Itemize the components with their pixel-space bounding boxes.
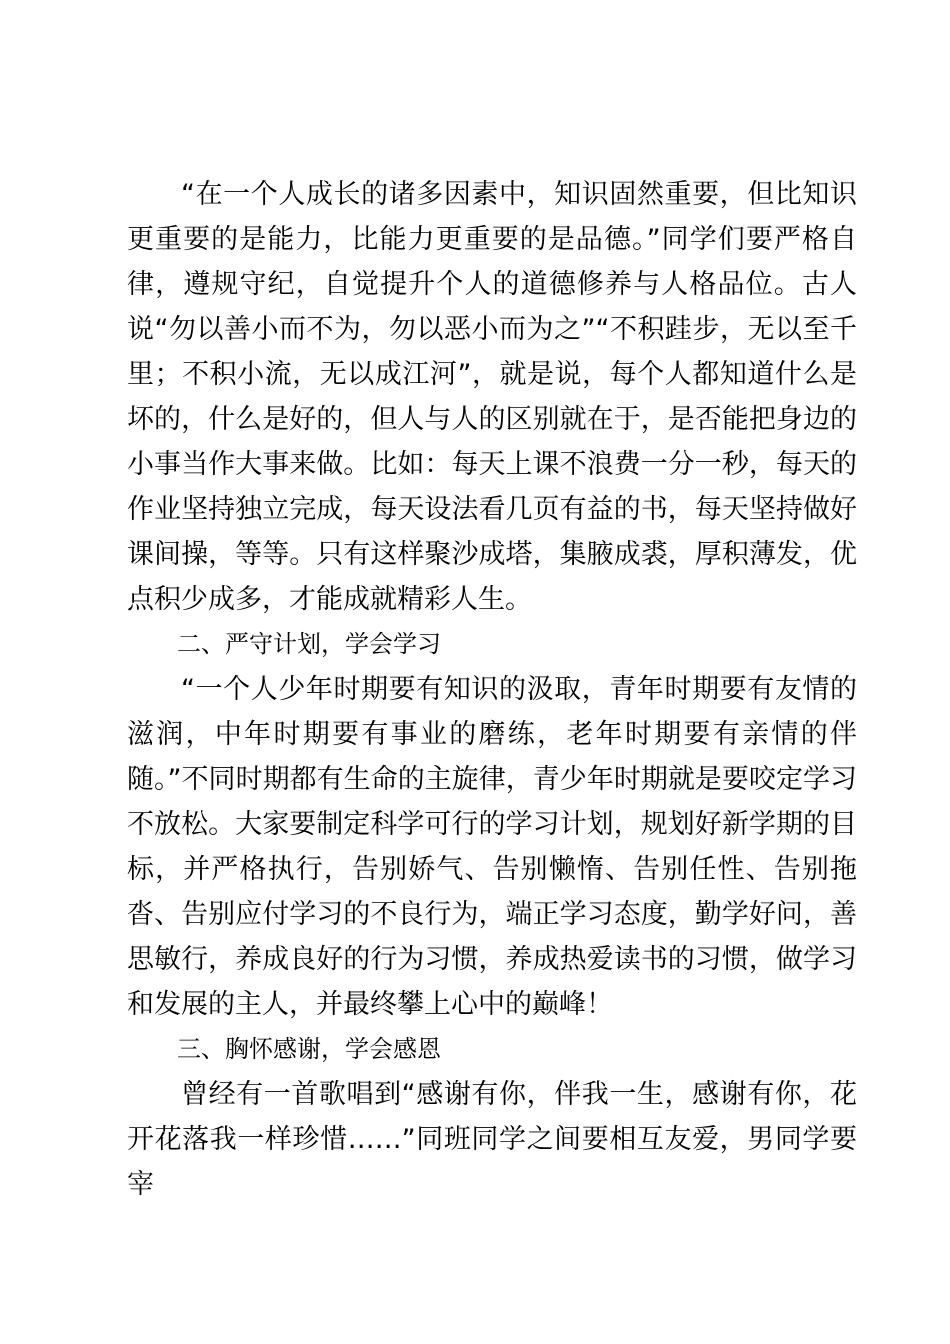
section-heading-gratitude: 三、胸怀感谢，学会感恩 xyxy=(177,1035,441,1063)
paragraph-moral-cultivation: “在一个人成长的诸多因素中，知识固然重要，但比知识更重要的是能力，比能力更重要的是品德。”同学们要严格自律，遵规守纪，自觉提升个人的道德修养与人格品位。古人说“勿以善小而不为，勿以恶小而为之”“不积跬步，无以至千里；不积小流，无以成江河”，就是说，每个人都知道什么是坏的，什么是好的，但人与人的区别就在于，是否能把身边的小事当作大事来做。比如：每天上课不浪费一分一秒，每天的作业坚持独立完成，每天设法看几页有益的书，每天坚持做好课间操，等等。只有这样聚沙成塔，集腋成裘，厚积薄发，优点积少成多，才能成就精彩人生。 xyxy=(127,179,857,615)
section-heading-study-plan: 二、严守计划，学会学习 xyxy=(177,630,441,658)
paragraph-learning: “一个人少年时期要有知识的汲取，青年时期要有友情的滋润，中年时期要有事业的磨练，老年时期要有亲情的伴随。”不同时期都有生命的主旋律，青少年时期就是要咬定学习不放松。大家要制定科学可行的学习计划，规划好新学期的目标，并严格执行，告别娇气、告别懒惰、告别任性、告别拖沓、告别应付学习的不良行为，端正学习态度，勤学好问，善思敏行，养成良好的行为习惯，养成热爱读书的习惯，做学习和发展的主人，并最终攀上心中的巅峰！ xyxy=(127,674,857,1020)
document-body xyxy=(127,172,857,1207)
paragraph-gratitude: 曾经有一首歌唱到“感谢有你，伴我一生，感谢有你，花开花落我一样珍惜……”同班同学之间要相互友爱，男同学要宰 xyxy=(127,1079,857,1200)
